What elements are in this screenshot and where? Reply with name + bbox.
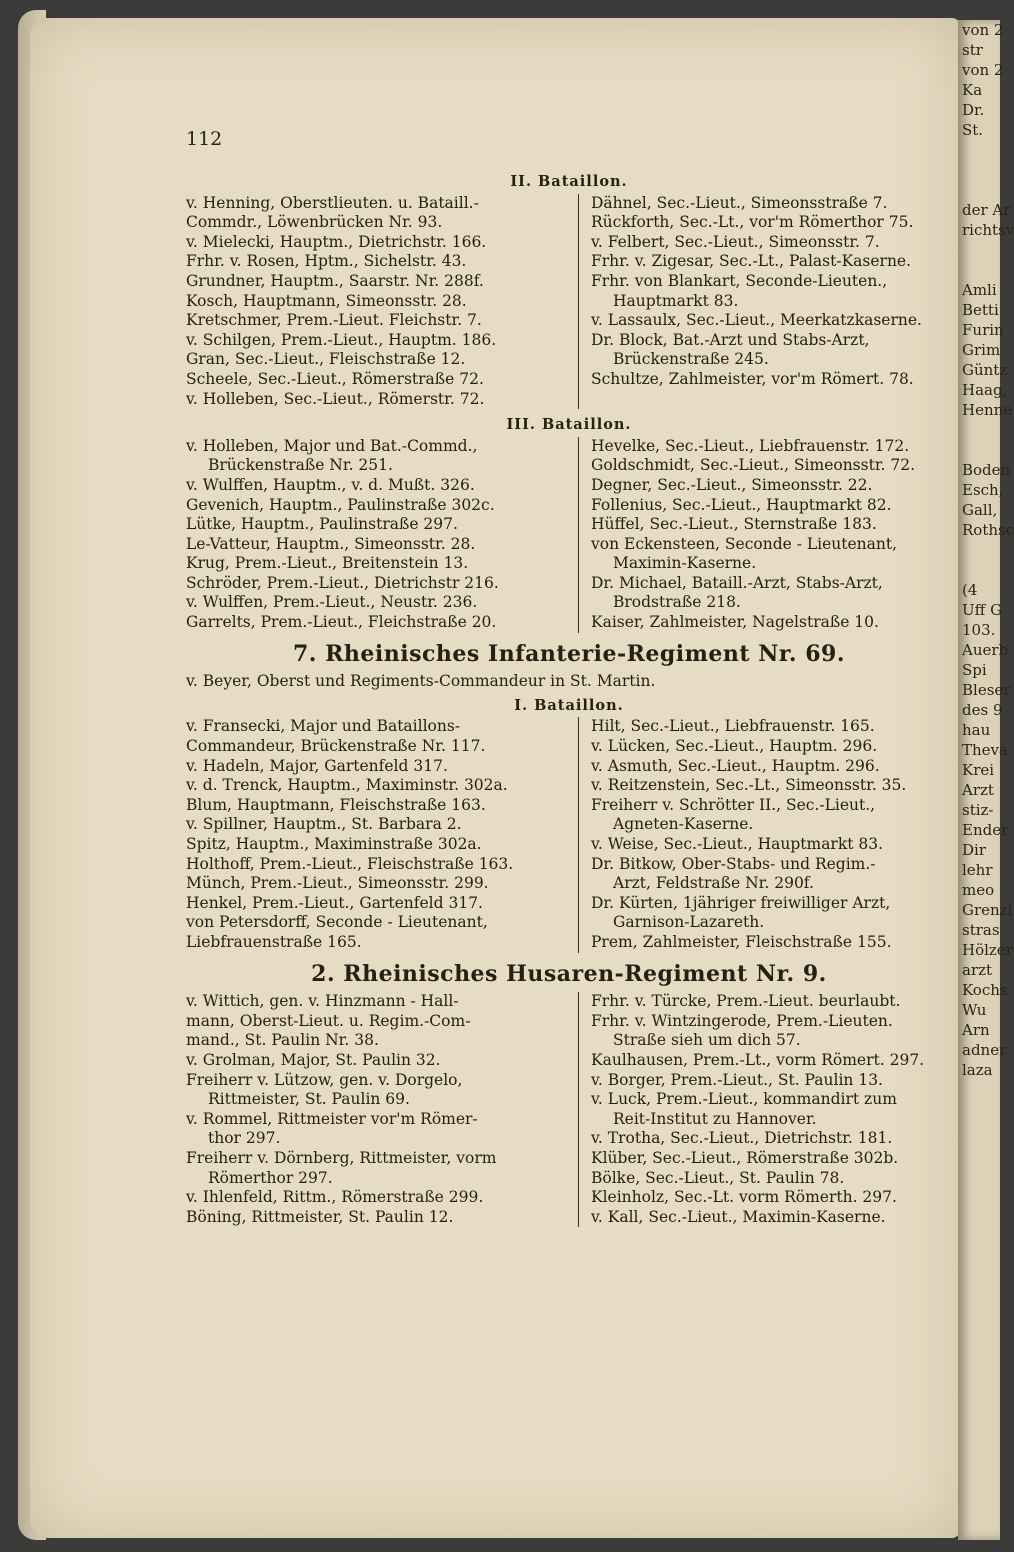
next-page-fragment: Theva xyxy=(962,741,1008,759)
left-column xyxy=(186,194,579,410)
entry-line: Rückforth, Sec.-Lt., vor'm Römerthor 75. xyxy=(591,213,914,232)
entry-line: v. Wittich, gen. v. Hinzmann - Hall- xyxy=(186,992,459,1011)
next-page-fragment: Kochs xyxy=(962,981,1008,999)
entry-line: Follenius, Sec.-Lieut., Hauptmarkt 82. xyxy=(591,495,892,514)
entry-line: v. Hadeln, Major, Gartenfeld 317. xyxy=(186,756,448,775)
next-page-fragment: Uff G xyxy=(962,601,1003,619)
page-number: 112 xyxy=(186,128,223,150)
next-page-fragment: von 2 xyxy=(962,61,1004,79)
next-page-fragment: Boden xyxy=(962,461,1011,479)
entry-line: von Petersdorff, Seconde - Lieutenant, xyxy=(186,913,488,932)
section-heading: I. Bataillon. xyxy=(514,696,624,714)
entry-line: Frhr. v. Zigesar, Sec.-Lt., Palast-Kaserne. xyxy=(591,252,912,271)
entry-line: v. Weise, Sec.-Lieut., Hauptmarkt 83. xyxy=(591,835,884,853)
next-page-fragment: lehr xyxy=(962,861,993,879)
entry-line: Hevelke, Sec.-Lieut., Liebfrauenstr. 172. xyxy=(591,436,910,455)
two-column-block xyxy=(186,992,952,1227)
entry-line: v. Henning, Oberstlieuten. u. Bataill.- xyxy=(186,193,479,212)
entry-line: v. Ihlenfeld, Rittm., Römerstraße 299. xyxy=(186,1188,484,1207)
entry-line: Dr. Block, Bat.-Arzt und Stabs-Arzt, xyxy=(591,330,870,349)
right-column xyxy=(579,992,952,1227)
entry-line: Straße sieh um dich 57. xyxy=(613,1031,801,1050)
entry-line: v. d. Trenck, Hauptm., Maximinstr. 302a. xyxy=(186,776,508,795)
entry-line: Le-Vatteur, Hauptm., Simeonsstr. 28. xyxy=(186,534,476,553)
entry-line: Liebfrauenstraße 165. xyxy=(186,932,362,951)
next-page-fragment xyxy=(958,540,1000,560)
next-page-fragment xyxy=(958,440,1000,460)
next-page-fragment: str xyxy=(962,41,983,59)
entry-line: Gran, Sec.-Lieut., Fleischstraße 12. xyxy=(186,350,466,369)
entry-line: Klüber, Sec.-Lieut., Römerstraße 302b. xyxy=(591,1148,899,1167)
next-page-strip xyxy=(958,20,1014,1540)
next-page-fragment: Hölzer xyxy=(962,941,1013,959)
left-column xyxy=(186,992,579,1227)
next-page-fragment: Ka xyxy=(962,81,983,99)
left-column xyxy=(186,437,579,633)
entry-line: Frhr. von Blankart, Seconde-Lieuten., xyxy=(591,271,888,290)
entry-line: Bölke, Sec.-Lieut., St. Paulin 78. xyxy=(591,1168,845,1187)
page-content xyxy=(186,170,952,1227)
entry-line: Agneten-Kaserne. xyxy=(613,815,754,834)
entry-line: Kleinholz, Sec.-Lt. vorm Römerth. 297. xyxy=(591,1188,897,1207)
entry-line: v. Luck, Prem.-Lieut., kommandirt zum xyxy=(591,1090,897,1109)
entry-line: Römerthor 297. xyxy=(208,1168,333,1187)
entry-line: Arzt, Feldstraße Nr. 290f. xyxy=(613,874,814,893)
next-page-fragment: Furin xyxy=(962,321,1004,339)
next-page-fragment: Grim xyxy=(962,341,1001,359)
section-heading: II. Bataillon. xyxy=(510,173,628,190)
next-page-fragment: Dir xyxy=(962,841,986,859)
entry-line: v. Holleben, Sec.-Lieut., Römerstr. 72. xyxy=(186,389,485,408)
right-column xyxy=(579,194,952,410)
right-column xyxy=(579,437,952,633)
next-page-fragment: Henne xyxy=(962,401,1013,419)
next-page-fragment: Bleser xyxy=(962,681,1011,699)
entry-line: Reit-Institut zu Hannover. xyxy=(613,1109,817,1128)
two-column-block xyxy=(186,194,952,410)
entry-line: mand., St. Paulin Nr. 38. xyxy=(186,1031,379,1050)
entry-line: Schröder, Prem.-Lieut., Dietrichstr 216. xyxy=(186,573,499,592)
next-page-fragment: Grenzl xyxy=(962,901,1013,919)
entry-line: Frhr. v. Wintzingerode, Prem.-Lieuten. xyxy=(591,1011,893,1030)
entry-line: v. Lassaulx, Sec.-Lieut., Meerkatzkaserne. xyxy=(591,311,922,330)
next-page-fragment xyxy=(958,140,1000,160)
entry-line: Garrelts, Prem.-Lieut., Fleichstraße 20. xyxy=(186,613,497,632)
entry-line: Dr. Michael, Bataill.-Arzt, Stabs-Arzt, xyxy=(591,573,883,592)
next-page-fragment: von 2 xyxy=(962,21,1004,39)
entry-line: Maximin-Kaserne. xyxy=(613,554,757,573)
entry-line: Brückenstraße 245. xyxy=(613,350,769,369)
entry-line: v. Fransecki, Major und Bataillons- xyxy=(186,717,461,736)
next-page-fragment xyxy=(958,240,1000,260)
two-column-block xyxy=(186,437,952,633)
entry-line: Blum, Hauptmann, Fleischstraße 163. xyxy=(186,795,486,814)
entry-line: Grundner, Hauptm., Saarstr. Nr. 288f. xyxy=(186,271,484,290)
entry-line: Freiherr v. Dörnberg, Rittmeister, vorm xyxy=(186,1148,497,1167)
next-page-fragment: (4 xyxy=(962,581,978,599)
entry-line: Münch, Prem.-Lieut., Simeonsstr. 299. xyxy=(186,874,489,893)
entry-line: v. Mielecki, Hauptm., Dietrichstr. 166. xyxy=(186,232,487,251)
entry-line: v. Borger, Prem.-Lieut., St. Paulin 13. xyxy=(591,1070,883,1089)
section-heading: III. Bataillon. xyxy=(506,416,632,434)
next-page-fragment: Güntz xyxy=(962,361,1008,379)
entry-line: Prem, Zahlmeister, Fleischstraße 155. xyxy=(591,932,892,951)
next-page-fragment xyxy=(958,560,1000,580)
next-page-fragment: arzt xyxy=(962,961,993,979)
entry-line: v. Schilgen, Prem.-Lieut., Hauptm. 186. xyxy=(186,330,497,349)
entry-line: Scheele, Sec.-Lieut., Römerstraße 72. xyxy=(186,369,484,388)
next-page-fragment: der Ar xyxy=(962,201,1011,219)
section-bataillon-2 xyxy=(186,172,952,409)
entry-line: Degner, Sec.-Lieut., Simeonsstr. 22. xyxy=(591,475,873,494)
entry-line: v. Kall, Sec.-Lieut., Maximin-Kaserne. xyxy=(591,1207,886,1226)
next-page-fragment: Arn xyxy=(962,1021,990,1039)
entry-line: Kosch, Hauptmann, Simeonsstr. 28. xyxy=(186,291,467,310)
next-page-fragment: Gall, xyxy=(962,501,998,519)
next-page-fragment: Auerb xyxy=(962,641,1009,659)
entry-line: Henkel, Prem.-Lieut., Gartenfeld 317. xyxy=(186,893,483,912)
next-page-fragment xyxy=(958,160,1000,180)
entry-line: Holthoff, Prem.-Lieut., Fleischstraße 163. xyxy=(186,854,514,873)
regiment-69-title: 7. Rheinisches Infanterie-Regiment Nr. 69. xyxy=(292,640,846,667)
entry-line: Hauptmarkt 83. xyxy=(613,291,739,310)
left-column xyxy=(186,717,579,952)
next-page-fragment: Arzt xyxy=(962,781,994,799)
entry-line: Freiherr v. Schrötter II., Sec.-Lieut., xyxy=(591,795,876,814)
hussars-9-title: 2. Rheinisches Husaren-Regiment Nr. 9. xyxy=(311,960,827,987)
entry-line: Frhr. v. Türcke, Prem.-Lieut. beurlaubt. xyxy=(591,992,901,1011)
entry-line: v. Rommel, Rittmeister vor'm Römer- xyxy=(186,1109,478,1128)
entry-line: Kretschmer, Prem.-Lieut. Fleichstr. 7. xyxy=(186,311,482,330)
entry-line: v. Felbert, Sec.-Lieut., Simeonsstr. 7. xyxy=(591,232,880,251)
next-page-fragment xyxy=(958,420,1000,440)
next-page-fragment: Spi xyxy=(962,661,987,679)
entry-line: v. Lücken, Sec.-Lieut., Hauptm. 296. xyxy=(591,737,878,756)
entry-line: v. Reitzenstein, Sec.-Lt., Simeonsstr. 35. xyxy=(591,776,907,795)
entry-line: v. Grolman, Major, St. Paulin 32. xyxy=(186,1050,441,1069)
entry-line: v. Wulffen, Prem.-Lieut., Neustr. 236. xyxy=(186,593,478,612)
entry-line: Dr. Kürten, 1jähriger freiwilliger Arzt, xyxy=(591,893,891,912)
section-bataillon-3 xyxy=(186,415,952,633)
entry-line: Commdr., Löwenbrücken Nr. 93. xyxy=(186,213,443,232)
entry-line: Commandeur, Brückenstraße Nr. 117. xyxy=(186,737,486,756)
next-page-fragment: St. xyxy=(962,121,984,139)
next-page-fragment: adner xyxy=(962,1041,1007,1059)
entry-line: von Eckensteen, Seconde - Lieutenant, xyxy=(591,534,898,553)
next-page-fragment: Rothsc xyxy=(962,521,1014,539)
entry-line: Kaulhausen, Prem.-Lt., vorm Römert. 297. xyxy=(591,1050,925,1069)
next-page-fragment: des 9 xyxy=(962,701,1003,719)
entry-line: Dr. Bitkow, Ober-Stabs- und Regim.- xyxy=(591,854,876,873)
entry-line: Freiherr v. Lützow, gen. v. Dorgelo, xyxy=(186,1070,463,1089)
next-page-fragment: Wu xyxy=(962,1001,987,1019)
entry-line: Krug, Prem.-Lieut., Breitenstein 13. xyxy=(186,554,469,573)
entry-line: Garnison-Lazareth. xyxy=(613,913,765,932)
regiment-commander-line: v. Beyer, Oberst und Regiments-Commandeur in St. Martin. xyxy=(186,672,656,691)
next-page-fragment xyxy=(958,180,1000,200)
entry-line: Lütke, Hauptm., Paulinstraße 297. xyxy=(186,515,458,534)
entry-line: thor 297. xyxy=(208,1129,281,1148)
entry-line: v. Spillner, Hauptm., St. Barbara 2. xyxy=(186,815,462,834)
next-page-fragment: Betti xyxy=(962,301,999,319)
next-page-fragment: richtsv xyxy=(962,221,1014,239)
next-page-fragment: hau xyxy=(962,721,991,739)
entry-line: Schultze, Zahlmeister, vor'm Römert. 78. xyxy=(591,369,914,388)
entry-line: Dähnel, Sec.-Lieut., Simeonsstraße 7. xyxy=(591,193,888,212)
entry-line: Kaiser, Zahlmeister, Nagelstraße 10. xyxy=(591,613,879,632)
entry-line: v. Holleben, Major und Bat.-Commd., xyxy=(186,436,478,455)
next-page-fragment: stiz- xyxy=(962,801,994,819)
entry-line: v. Wulffen, Hauptm., v. d. Mußt. 326. xyxy=(186,475,475,494)
entry-line: mann, Oberst-Lieut. u. Regim.-Com- xyxy=(186,1011,471,1030)
next-page-fragment xyxy=(958,260,1000,280)
next-page-fragment: Ender xyxy=(962,821,1009,839)
entry-line: Hüffel, Sec.-Lieut., Sternstraße 183. xyxy=(591,515,877,534)
entry-line: Brodstraße 218. xyxy=(613,593,741,612)
next-page-fragment: Haag, xyxy=(962,381,1008,399)
two-column-block xyxy=(186,717,952,952)
next-page-fragment: Esch, xyxy=(962,481,1004,499)
entry-line: Frhr. v. Rosen, Hptm., Sichelstr. 43. xyxy=(186,252,467,271)
next-page-fragment: 103. xyxy=(962,621,996,639)
entry-line: Gevenich, Hauptm., Paulinstraße 302c. xyxy=(186,495,495,514)
entry-line: Goldschmidt, Sec.-Lieut., Simeonsstr. 72. xyxy=(591,456,916,475)
entry-line: Rittmeister, St. Paulin 69. xyxy=(208,1090,410,1109)
next-page-fragment: Amli xyxy=(962,281,997,299)
next-page-fragment: Dr. xyxy=(962,101,985,119)
next-page-fragment: laza xyxy=(962,1061,993,1079)
entry-line: v. Asmuth, Sec.-Lieut., Hauptm. 296. xyxy=(591,756,880,775)
entry-line: v. Trotha, Sec.-Lieut., Dietrichstr. 181. xyxy=(591,1129,893,1148)
right-column xyxy=(579,717,952,952)
next-page-fragment: meo xyxy=(962,881,995,899)
entry-line: Brückenstraße Nr. 251. xyxy=(208,456,393,475)
entry-line: Spitz, Hauptm., Maximinstraße 302a. xyxy=(186,835,482,853)
entry-line: Böning, Rittmeister, St. Paulin 12. xyxy=(186,1207,454,1226)
entry-line: Hilt, Sec.-Lieut., Liebfrauenstr. 165. xyxy=(591,717,875,736)
next-page-fragment: stras xyxy=(962,921,1000,939)
next-page-fragment: Krei xyxy=(962,761,995,779)
